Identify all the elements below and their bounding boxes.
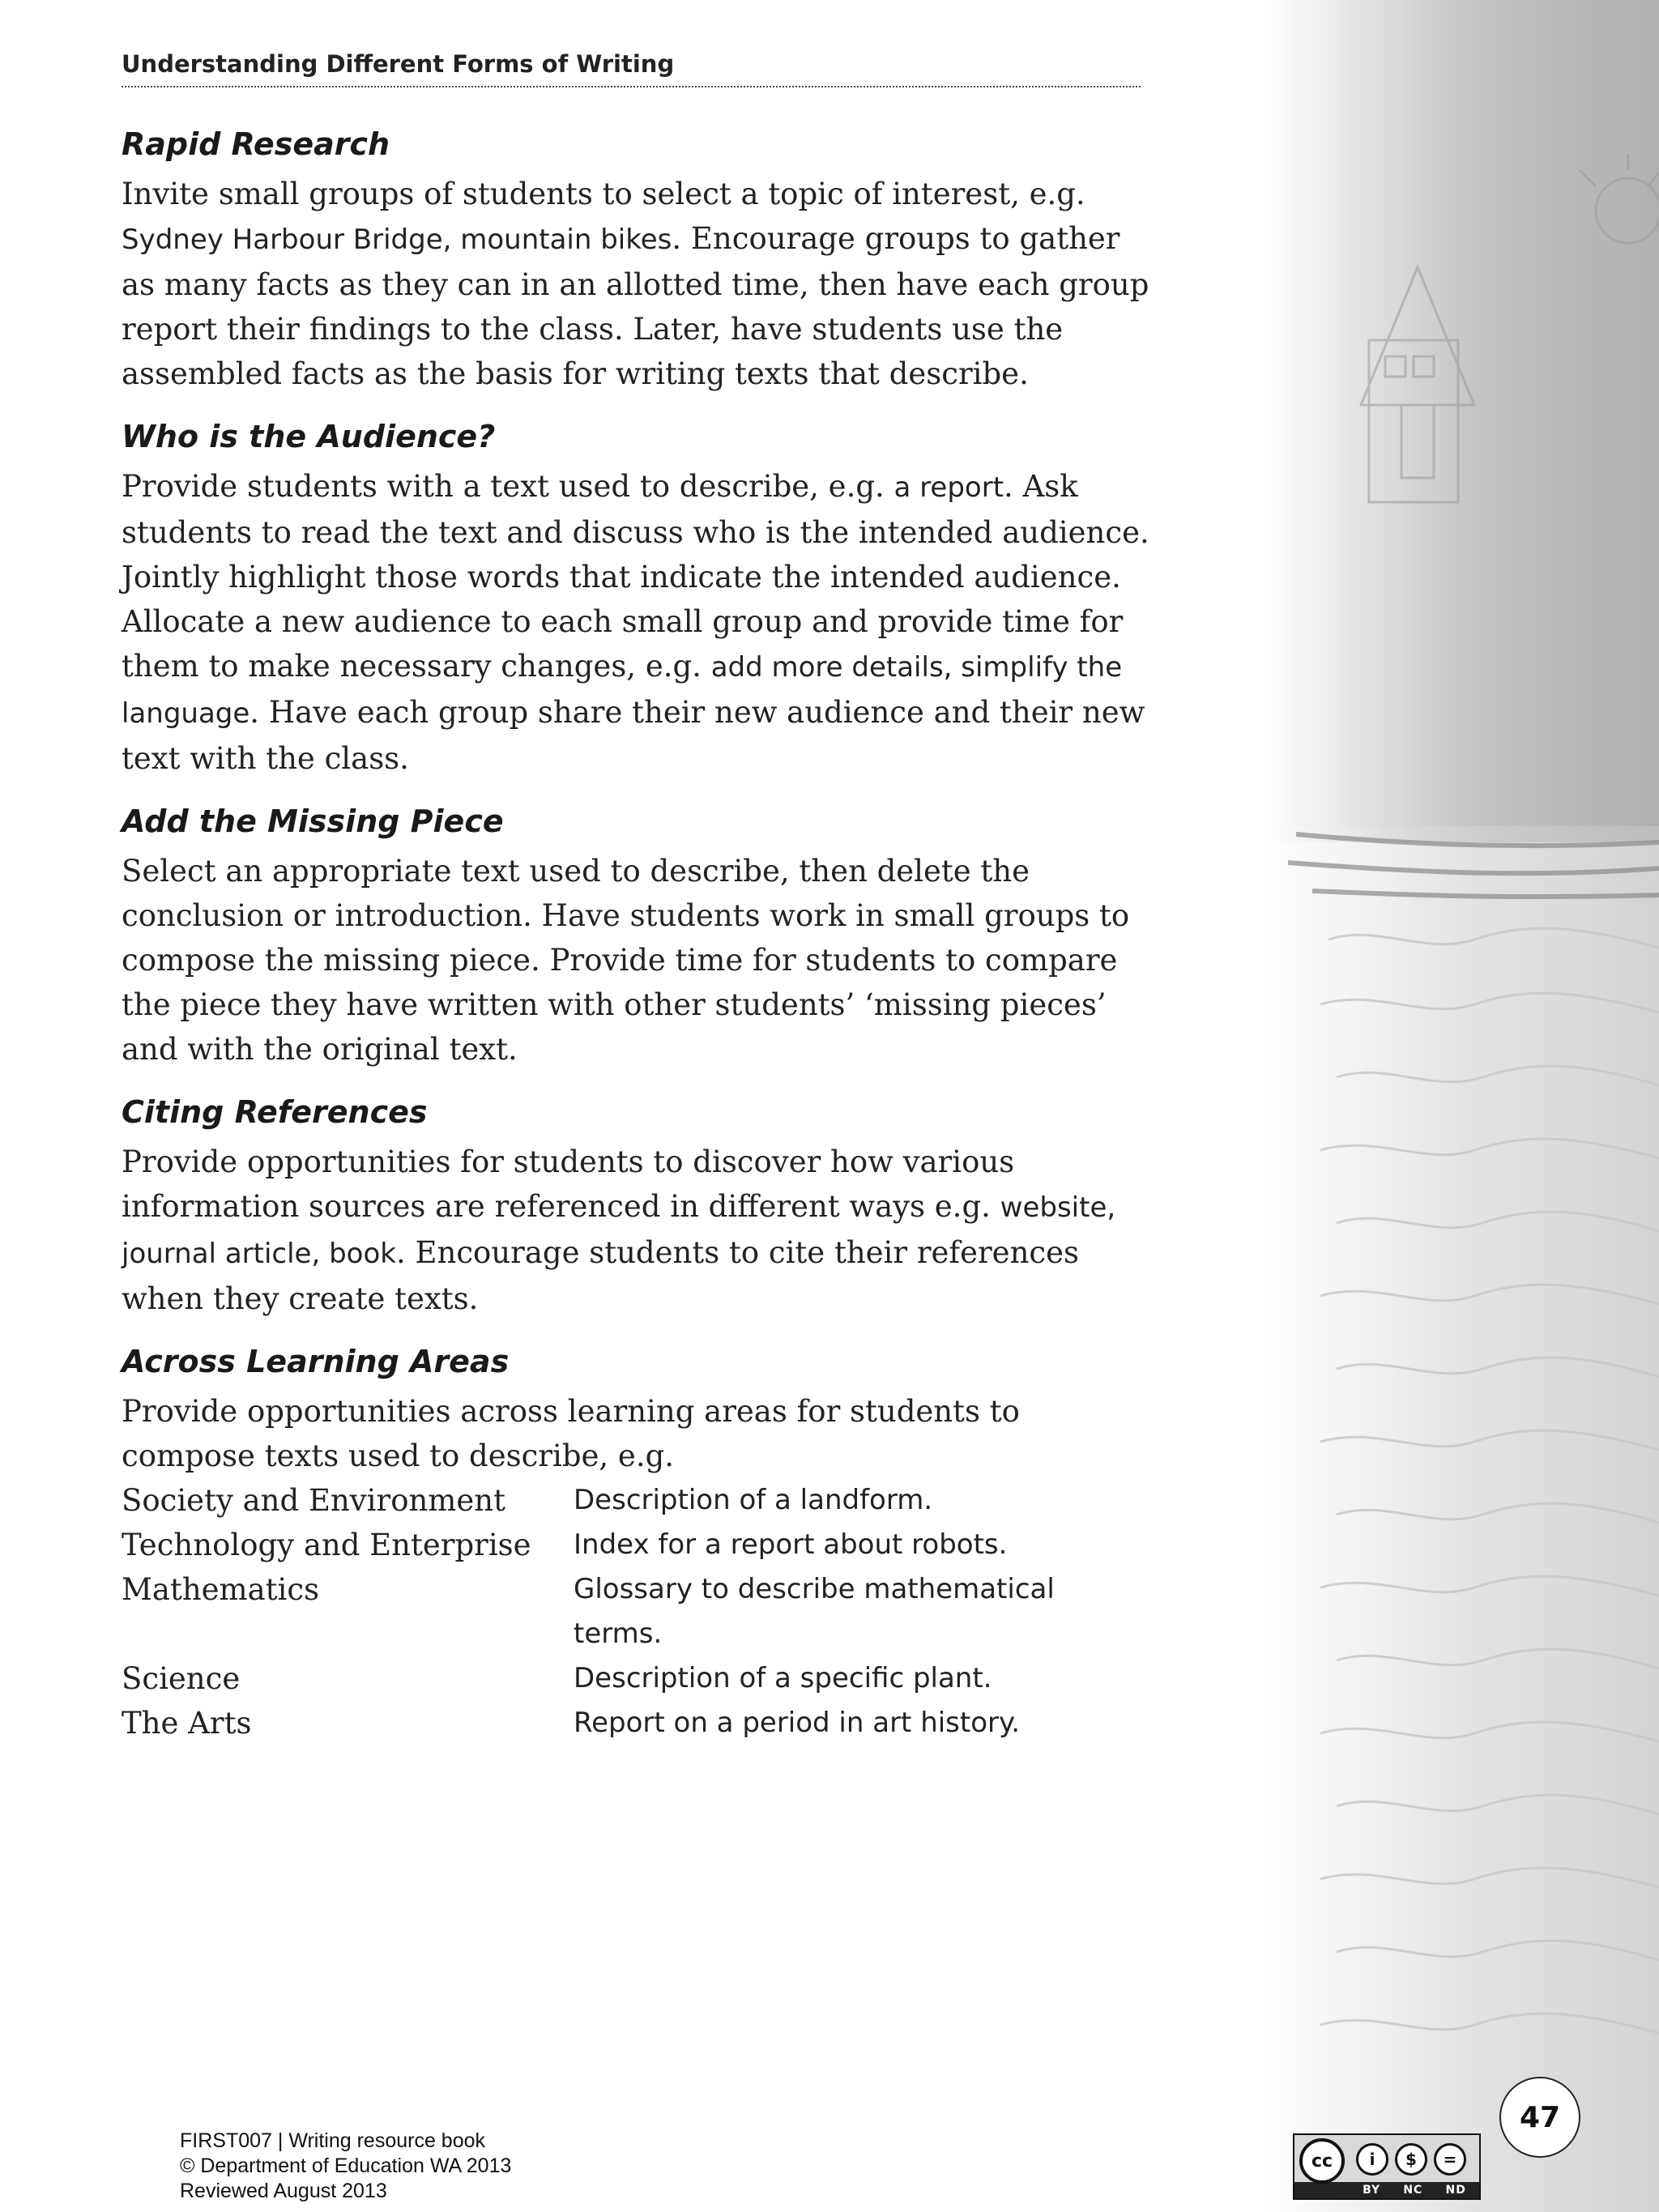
page-number: 47 [1499, 2077, 1580, 2158]
body-text: Select an appropriate text used to describe, then delete the conclusion or introduction. Have students work in small groups to compose the missing piece. Provide time for students to compare the piece they have written with other students’ ‘missing pieces’ and with the original text. [122, 854, 1130, 1067]
attribution-icon: i [1356, 2143, 1388, 2176]
footer-copyright-line: © Department of Education WA 2013 [180, 2154, 512, 2177]
body-text: . Encourage groups to gather as many facts as they can in an allotted time, then have each group report their findings to the class. Later, have students use the assembled facts as the basis for writing texts that describe. [122, 221, 1149, 391]
learning-area-name: Society and Environment [122, 1483, 505, 1518]
section-heading: Rapid Research [122, 126, 390, 162]
list-item [122, 1523, 1150, 1567]
handwritten-work-image [1264, 0, 1659, 2212]
non-commercial-icon: $ [1395, 2143, 1427, 2176]
section-heading: Across Learning Areas [122, 1344, 510, 1379]
section-heading: Who is the Audience? [122, 419, 496, 454]
section-body [122, 1140, 1150, 1321]
example-text: Sydney Harbour Bridge, mountain bikes [122, 224, 672, 256]
section-body [122, 1389, 1150, 1478]
footer [180, 2129, 511, 2204]
learning-area-description: Index for a report about robots. [574, 1528, 1008, 1561]
body-text: Provide opportunities for students to discover how various information sources are referenced in different ways e.g. [122, 1144, 1015, 1224]
footer-resource-line: FIRST007 | Writing resource book [180, 2129, 486, 2152]
learning-area-name: The Arts [122, 1706, 252, 1741]
section-who-is-the-audience [122, 416, 1150, 781]
body-text: Provide students with a text used to describe, e.g. [122, 469, 894, 504]
learning-area-name: Technology and Enterprise [122, 1528, 531, 1562]
cc-icon: cc [1299, 2138, 1345, 2184]
license-label-nc: NC [1403, 2184, 1423, 2197]
example-text: a report [893, 471, 1004, 504]
section-rapid-research [122, 123, 1150, 396]
learning-area-name: Science [122, 1661, 241, 1696]
section-heading: Add the Missing Piece [122, 803, 504, 839]
section-across-learning-areas [122, 1340, 1150, 1745]
list-item [122, 1478, 1150, 1523]
body-text: Provide opportunities across learning areas for students to compose texts used to describe, e.g. [122, 1394, 1020, 1473]
license-labels [1351, 2182, 1478, 2198]
learning-area-name: Mathematics [122, 1572, 320, 1607]
learning-areas-list [122, 1478, 1150, 1745]
example-text: add more details, simplify the language [122, 651, 1123, 730]
license-label-by: BY [1363, 2184, 1381, 2197]
section-body [122, 172, 1150, 396]
learning-area-description: Report on a period in art history. [574, 1707, 1021, 1739]
section-add-the-missing-piece [122, 800, 1150, 1072]
section-body [122, 464, 1150, 781]
body-text: . Encourage students to cite their references when they create texts. [122, 1235, 1080, 1316]
list-item [122, 1567, 1150, 1656]
learning-area-description: Description of a landform. [574, 1484, 933, 1516]
section-heading: Citing References [122, 1094, 428, 1130]
body-text: . Have each group share their new audience and their new text with the class. [122, 695, 1145, 776]
footer-reviewed-line: Reviewed August 2013 [180, 2180, 387, 2202]
learning-area-description: Glossary to describe mathematical terms. [574, 1573, 1055, 1650]
learning-area-description: Description of a specific plant. [574, 1662, 992, 1694]
header-title: Understanding Different Forms of Writing [122, 50, 675, 78]
license-label-nd: ND [1445, 2184, 1466, 2197]
sketch-lines-icon [1264, 0, 1659, 2212]
no-derivatives-icon: = [1434, 2143, 1466, 2176]
example-text: website, journal article, book [122, 1191, 1116, 1270]
page-header [122, 50, 1141, 87]
body-text: Invite small groups of students to select a topic of interest, e.g. [122, 177, 1085, 211]
section-body [122, 849, 1150, 1072]
main-content [122, 123, 1150, 1765]
section-citing-references [122, 1091, 1150, 1321]
creative-commons-license-badge [1293, 2133, 1481, 2200]
list-item [122, 1656, 1150, 1701]
body-text: . Ask students to read the text and discuss who is the intended audience. Jointly highlight those words that indicate the intended audience. Allocate a new audience to each small group and provide time for them to make necessary changes, e.g. [122, 469, 1149, 684]
list-item [122, 1701, 1150, 1745]
